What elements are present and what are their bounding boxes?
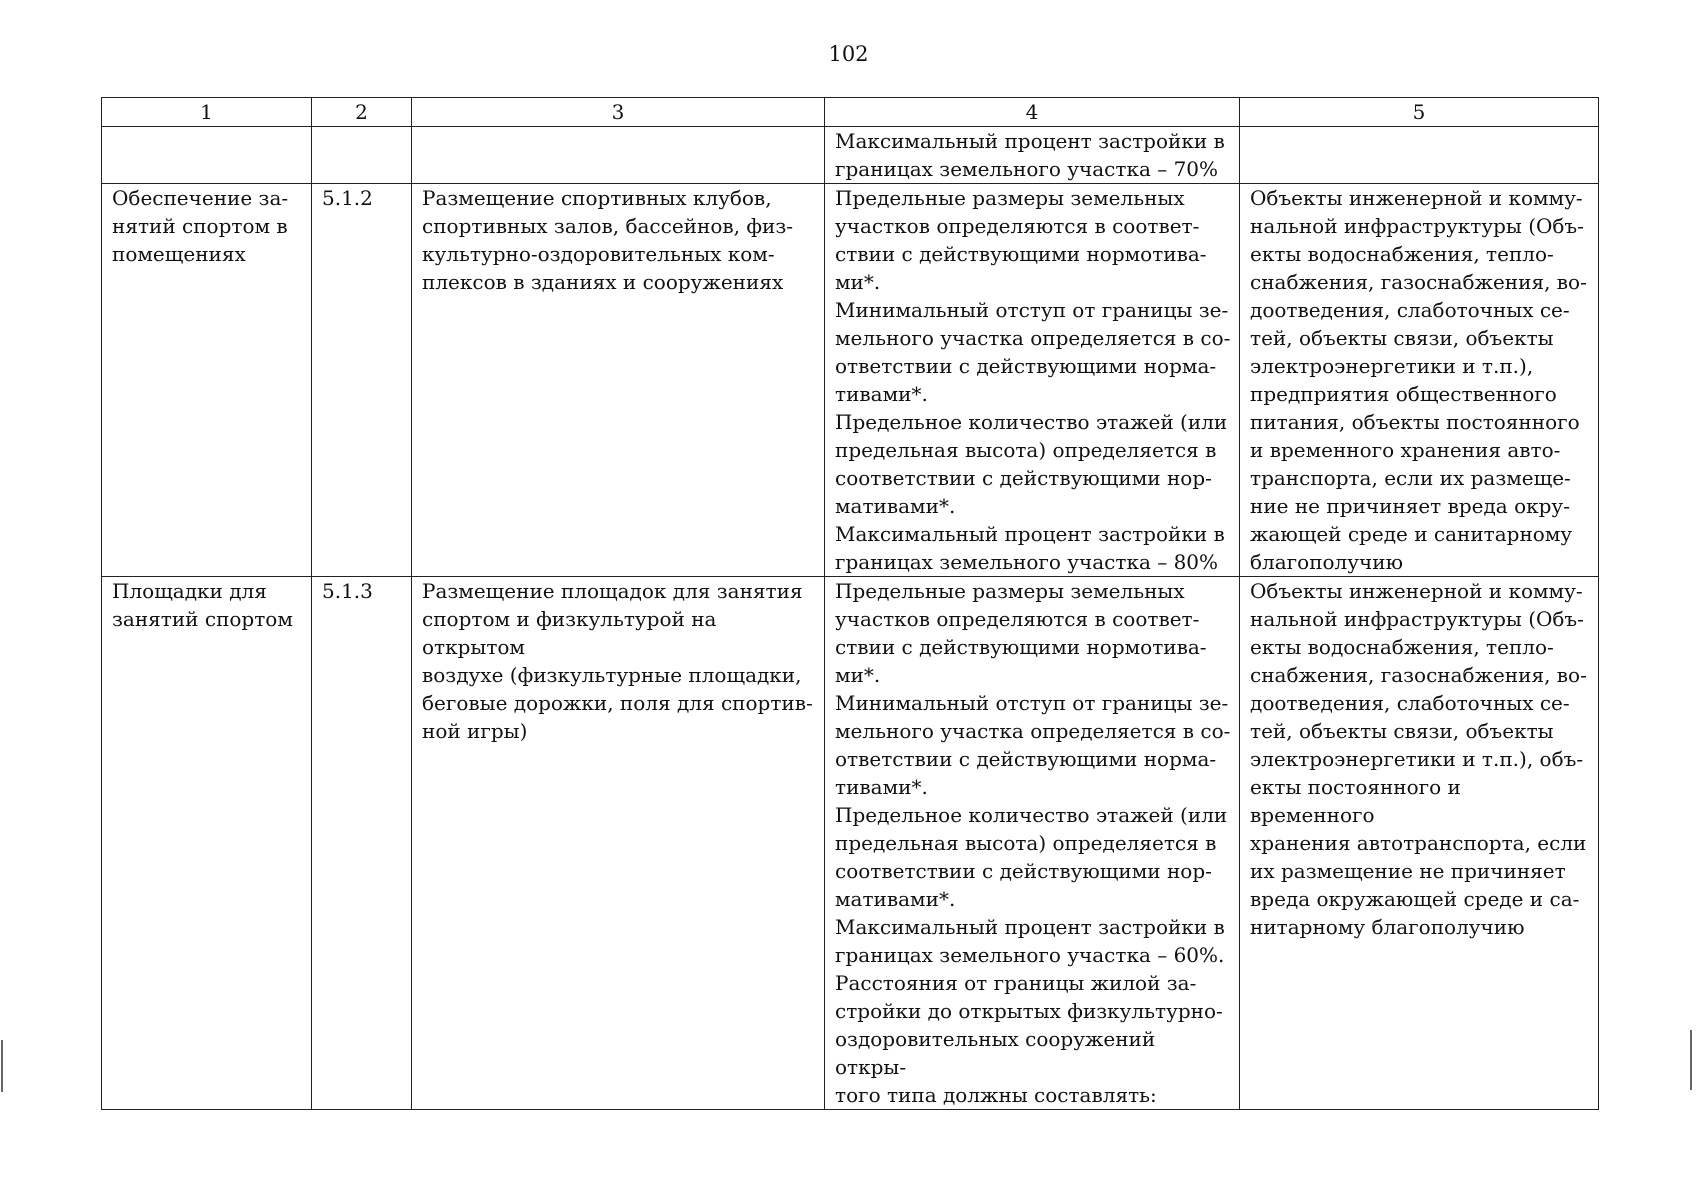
use-type-name: Обеспечение за- нятий спортом в помещениях <box>102 184 312 577</box>
auxiliary-uses <box>1240 127 1599 184</box>
scan-edge-mark-right <box>1690 1030 1692 1090</box>
auxiliary-uses: Объекты инженерной и комму- нальной инфраструктуры (Объ- екты водоснабжения, тепло- снабжения, газоснабжения, во- доотведения, слаботочных се- тей, объекты связи, объекты электроэнергетики и т.п.), предприятия общественного питания, объекты постоянного и временного хранения авто- транспорта, если их размеще- ние не причиняет вреда окру- жающей среде и санитарному благополучию <box>1240 184 1599 577</box>
use-type-code <box>312 127 412 184</box>
use-type-description: Размещение спортивных клубов, спортивных залов, бассейнов, физ- культурно-оздоровительных ком- плексов в зданиях и сооружениях <box>412 184 825 577</box>
table-row <box>102 127 1599 184</box>
use-type-code: 5.1.3 <box>312 577 412 1110</box>
table-row <box>102 184 1599 577</box>
building-parameters: Предельные размеры земельных участков определяются в соответ- ствии с действующими нормотива- ми*. Минимальный отступ от границы зе- мельного участка определяется в со- ответствии с действующими норма- тивами*. Предельное количество этажей (или предельная высота) определяется в соответствии с действующими нор- мативами*. Максимальный процент застройки в границах земельного участка – 80% <box>825 184 1240 577</box>
auxiliary-uses: Объекты инженерной и комму- нальной инфраструктуры (Объ- екты водоснабжения, тепло- снабжения, газоснабжения, во- доотведения, слаботочных се- тей, объекты связи, объекты электроэнергетики и т.п.), объ- екты постоянного и временного хранения автотранспорта, если их размещение не причиняет вреда окружающей среде и са- нитарному благополучию <box>1240 577 1599 1110</box>
column-number-4: 4 <box>825 98 1240 127</box>
use-type-name <box>102 127 312 184</box>
column-number-row <box>102 98 1599 127</box>
land-use-table <box>101 97 1599 1110</box>
building-parameters: Максимальный процент застройки в границах земельного участка – 70% <box>825 127 1240 184</box>
column-number-1: 1 <box>102 98 312 127</box>
column-number-5: 5 <box>1240 98 1599 127</box>
building-parameters: Предельные размеры земельных участков определяются в соответ- ствии с действующими нормотива- ми*. Минимальный отступ от границы зе- мельного участка определяется в со- ответствии с действующими норма- тивами*. Предельное количество этажей (или предельная высота) определяется в соответствии с действующими нор- мативами*. Максимальный процент застройки в границах земельного участка – 60%. Расстояния от границы жилой за- стройки до открытых физкультурно- оздоровительных сооружений откры- того типа должны составлять: <box>825 577 1240 1110</box>
use-type-code: 5.1.2 <box>312 184 412 577</box>
page-number: 102 <box>828 42 869 66</box>
use-type-description: Размещение площадок для занятия спортом и физкультурой на открытом воздухе (физкультурные площадки, беговые дорожки, поля для спортив- ной игры) <box>412 577 825 1110</box>
column-number-3: 3 <box>412 98 825 127</box>
use-type-name: Площадки для занятий спортом <box>102 577 312 1110</box>
use-type-description <box>412 127 825 184</box>
table-row <box>102 577 1599 1110</box>
column-number-2: 2 <box>312 98 412 127</box>
scan-edge-mark-left <box>1 1040 3 1092</box>
